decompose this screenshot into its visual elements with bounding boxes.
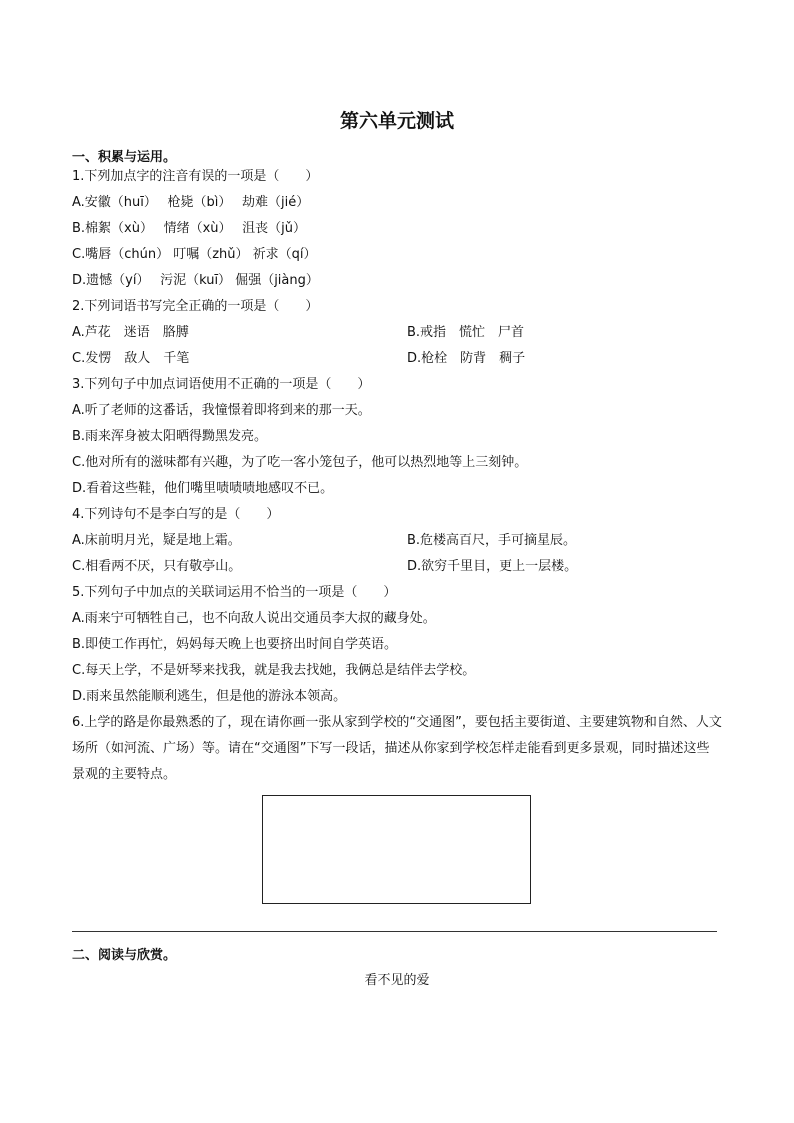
q5-stem: 5.下列句子中加点的关联词运用不恰当的一项是（ ）: [72, 585, 397, 600]
q1-stem: 1.下列加点字的注音有误的一项是（ ）: [72, 169, 319, 184]
q1-option-a: A.安徽（huī） 枪毙（bì） 劫难（jié）: [72, 195, 310, 210]
section-heading-1: 一、积累与运用。: [72, 150, 177, 165]
section-heading-2: 二、阅读与欣赏。: [72, 948, 177, 963]
q4-option-d: D.欲穷千里目，更上一层楼。: [407, 559, 578, 574]
q1-option-b: B.棉絮（xù） 情绪（xù） 沮丧（jǔ）: [72, 221, 307, 236]
passage-title: 看不见的爱: [364, 973, 430, 988]
q3-option-c: C.他对所有的滋味都有兴趣，为了吃一客小笼包子，他可以热烈地等上三刻钟。: [72, 455, 528, 470]
q1-option-c: C.嘴唇（chún） 叮嘱（zhǔ） 祈求（qí）: [72, 247, 317, 262]
q2-option-a: A.芦花 迷语 胳膊: [72, 325, 189, 340]
q5-option-d: D.雨来虽然能顺利逃生，但是他的游泳本领高。: [72, 689, 347, 704]
q4-option-c: C.相看两不厌，只有敬亭山。: [72, 559, 242, 574]
q5-option-b: B.即使工作再忙，妈妈每天晚上也要挤出时间自学英语。: [72, 637, 398, 652]
q5-option-c: C.每天上学，不是妍琴来找我，就是我去找她，我俩总是结伴去学校。: [72, 663, 476, 678]
q2-option-b: B.戒指 慌忙 尸首: [407, 325, 525, 340]
q4-option-a: A.床前明月光，疑是地上霜。: [72, 533, 241, 548]
q2-option-d: D.枪栓 防背 稠子: [407, 351, 526, 366]
q3-stem: 3.下列句子中加点词语使用不正确的一项是（ ）: [72, 377, 371, 392]
exam-page: [72, 0, 722, 1123]
q2-option-c: C.发愣 敌人 千笔: [72, 351, 190, 366]
q5-option-a: A.雨来宁可牺牲自己，也不向敌人说出交通员李大叔的藏身处。: [72, 611, 436, 626]
q4-option-b: B.危楼高百尺，手可摘星辰。: [407, 533, 577, 548]
drawing-answer-box[interactable]: [262, 795, 531, 904]
q3-option-d: D.看着这些鞋，他们嘴里啧啧啧地感叹不已。: [72, 481, 334, 496]
divider-line: [72, 931, 717, 932]
q4-stem: 4.下列诗句不是李白写的是（ ）: [72, 507, 280, 522]
q6-prompt: 6.上学的路是你最熟悉的了，现在请你画一张从家到学校的“交通图”，要包括主要街道、主要建筑物和自然、人文场所（如河流、广场）等。请在“交通图”下写一段话，描述从你家到学校怎样走能看到更多景观，同时描述这些景观的主要特点。: [72, 715, 722, 782]
q2-stem: 2.下列词语书写完全正确的一项是（ ）: [72, 299, 319, 314]
page-title: 第六单元测试: [339, 110, 454, 132]
q3-option-a: A.听了老师的这番话，我憧憬着即将到来的那一天。: [72, 403, 371, 418]
q1-option-d: D.遗憾（yí） 污泥（kuī） 倔强（jiàng）: [72, 273, 319, 288]
q3-option-b: B.雨来浑身被太阳晒得黝黑发亮。: [72, 429, 268, 444]
